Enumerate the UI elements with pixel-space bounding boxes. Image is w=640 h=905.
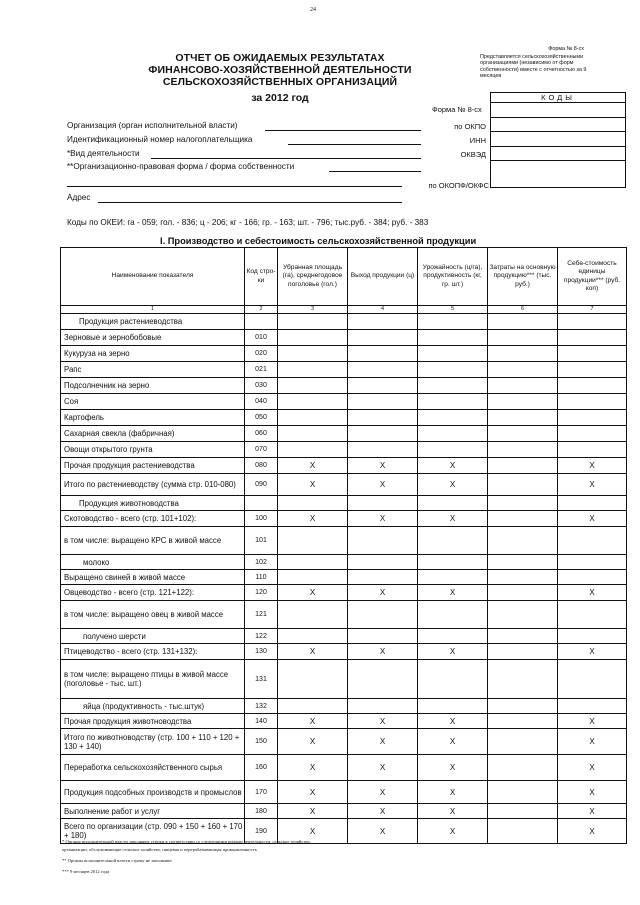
input-cell[interactable] xyxy=(278,527,348,555)
not-applicable-cell: X xyxy=(348,729,418,755)
input-cell[interactable] xyxy=(488,362,558,378)
row-code: 190 xyxy=(245,819,278,844)
okei-codes: Коды по ОКЕИ: га - 059; гол. - 836; ц - 206; кг - 166; гр. - 163; шт. - 796; тыс.руб. - 384; руб. - 383 xyxy=(67,218,429,227)
code-cell-inn[interactable] xyxy=(491,132,625,147)
table-row xyxy=(61,410,627,426)
row-code: 132 xyxy=(245,699,278,714)
not-applicable-cell: X xyxy=(418,585,488,601)
input-cell[interactable] xyxy=(558,555,627,570)
row-name: Прочая продукция растениеводства xyxy=(61,458,245,474)
report-year: за 2012 год xyxy=(251,92,309,104)
row-code: 130 xyxy=(245,644,278,660)
row-code: 040 xyxy=(245,394,278,410)
table-row xyxy=(61,496,627,511)
ownership-label: **Организационно-правовая форма / форма собственности xyxy=(67,162,295,171)
input-cell[interactable] xyxy=(558,314,627,330)
org-label: Организация (орган исполнительной власти) xyxy=(67,121,238,130)
table-row xyxy=(61,555,627,570)
not-applicable-cell: X xyxy=(348,644,418,660)
not-applicable-cell: X xyxy=(558,781,627,804)
not-applicable-cell: X xyxy=(278,804,348,819)
input-cell[interactable] xyxy=(348,410,418,426)
input-cell[interactable] xyxy=(278,330,348,346)
table-row xyxy=(61,378,627,394)
table-row xyxy=(61,330,627,346)
row-name: Овощи открытого грунта xyxy=(61,442,245,458)
col-number: 5 xyxy=(418,306,488,314)
table-row xyxy=(61,699,627,714)
input-cell[interactable] xyxy=(278,570,348,585)
row-code: 102 xyxy=(245,555,278,570)
input-cell[interactable] xyxy=(488,804,558,819)
inn-input-line[interactable] xyxy=(288,144,421,145)
input-cell[interactable] xyxy=(488,781,558,804)
input-cell[interactable] xyxy=(558,660,627,699)
table-row xyxy=(61,511,627,527)
input-cell[interactable] xyxy=(488,755,558,781)
col-number: 6 xyxy=(488,306,558,314)
table-row xyxy=(61,755,627,781)
not-applicable-cell: X xyxy=(348,755,418,781)
not-applicable-cell: X xyxy=(278,714,348,729)
input-cell[interactable] xyxy=(348,330,418,346)
col-header-name: Наименование показателя xyxy=(61,248,245,306)
table-row xyxy=(61,644,627,660)
row-name: Рапс xyxy=(61,362,245,378)
row-name: в том числе: выращено овец в живой массе xyxy=(61,601,245,629)
not-applicable-cell: X xyxy=(278,585,348,601)
table-row xyxy=(61,442,627,458)
codes-header: КОДЫ xyxy=(491,93,625,103)
input-cell[interactable] xyxy=(488,330,558,346)
codes-box xyxy=(490,92,626,188)
row-code: 060 xyxy=(245,426,278,442)
row-name: Подсолнечник на зерно xyxy=(61,378,245,394)
col-number: 3 xyxy=(278,306,348,314)
not-applicable-cell: X xyxy=(418,804,488,819)
input-cell[interactable] xyxy=(348,601,418,629)
row-code: 070 xyxy=(245,442,278,458)
input-cell[interactable] xyxy=(488,458,558,474)
input-cell[interactable] xyxy=(418,527,488,555)
row-code xyxy=(245,314,278,330)
not-applicable-cell: X xyxy=(418,458,488,474)
not-applicable-cell: X xyxy=(278,474,348,496)
form-desc-line: организациями (независимо от форм xyxy=(480,60,574,67)
row-code: 020 xyxy=(245,346,278,362)
row-code: 160 xyxy=(245,755,278,781)
inn-label: Идентификационный номер налогоплательщика xyxy=(67,135,253,144)
table-row xyxy=(61,660,627,699)
input-cell[interactable] xyxy=(348,660,418,699)
input-cell[interactable] xyxy=(418,442,488,458)
row-name: Птицеводство - всего (стр. 131+132): xyxy=(61,644,245,660)
input-cell[interactable] xyxy=(488,442,558,458)
col-header-area: Убранная площадь (га), среднегодовое поголовье (гол.) xyxy=(278,248,348,306)
row-name: Выполнение работ и услуг xyxy=(61,804,245,819)
input-cell[interactable] xyxy=(558,699,627,714)
row-code: 100 xyxy=(245,511,278,527)
not-applicable-cell: X xyxy=(418,474,488,496)
not-applicable-cell: X xyxy=(348,458,418,474)
input-cell[interactable] xyxy=(348,362,418,378)
input-cell[interactable] xyxy=(558,378,627,394)
row-code: 131 xyxy=(245,660,278,699)
input-cell[interactable] xyxy=(418,660,488,699)
row-name: яйца (продуктивность - тыс.штук) xyxy=(61,699,245,714)
input-cell[interactable] xyxy=(278,660,348,699)
row-name: Прочая продукция животноводства xyxy=(61,714,245,729)
row-name: Продукция животноводства xyxy=(61,496,245,511)
row-code: 010 xyxy=(245,330,278,346)
input-cell[interactable] xyxy=(488,527,558,555)
row-code: 140 xyxy=(245,714,278,729)
input-cell[interactable] xyxy=(418,330,488,346)
not-applicable-cell: X xyxy=(278,644,348,660)
input-cell[interactable] xyxy=(488,314,558,330)
report-title xyxy=(140,52,420,88)
table-row xyxy=(61,629,627,644)
table-row xyxy=(61,585,627,601)
row-name: Переработка сельскохозяйственного сырья xyxy=(61,755,245,781)
not-applicable-cell: X xyxy=(558,585,627,601)
not-applicable-cell: X xyxy=(278,819,348,844)
input-cell[interactable] xyxy=(418,496,488,511)
form-desc-line: собственности) вместе с отчетностью за 9 xyxy=(480,66,587,73)
input-cell[interactable] xyxy=(278,362,348,378)
row-code: 180 xyxy=(245,804,278,819)
input-cell[interactable] xyxy=(278,410,348,426)
table-row xyxy=(61,601,627,629)
activity-input-line[interactable] xyxy=(151,158,421,159)
input-cell[interactable] xyxy=(488,699,558,714)
input-cell[interactable] xyxy=(278,601,348,629)
row-code: 090 xyxy=(245,474,278,496)
code-cell-okved[interactable] xyxy=(491,147,625,162)
not-applicable-cell: X xyxy=(278,755,348,781)
table-row xyxy=(61,714,627,729)
table-row xyxy=(61,362,627,378)
input-cell[interactable] xyxy=(348,629,418,644)
col-header-yield: Урожайность (ц/га), продуктивность (кг, гр. шт.) xyxy=(418,248,488,306)
footnote: ** Органы исполнительной власти строку не заполняют xyxy=(62,858,172,863)
input-cell[interactable] xyxy=(488,585,558,601)
okpo-label: по ОКПО xyxy=(454,122,486,131)
input-cell[interactable] xyxy=(558,394,627,410)
input-cell[interactable] xyxy=(558,346,627,362)
table-row xyxy=(61,426,627,442)
col-number: 4 xyxy=(348,306,418,314)
not-applicable-cell: X xyxy=(278,458,348,474)
row-code: 021 xyxy=(245,362,278,378)
table-row xyxy=(61,570,627,585)
input-cell[interactable] xyxy=(418,346,488,362)
ownership-input-line[interactable] xyxy=(329,171,421,172)
input-cell[interactable] xyxy=(278,426,348,442)
input-cell[interactable] xyxy=(278,378,348,394)
row-code: 110 xyxy=(245,570,278,585)
not-applicable-cell: X xyxy=(278,729,348,755)
input-cell[interactable] xyxy=(278,555,348,570)
input-cell[interactable] xyxy=(488,729,558,755)
row-name: Кукуруза на зерно xyxy=(61,346,245,362)
title-line: СЕЛЬСКОХОЗЯЙСТВЕННЫХ ОРГАНИЗАЦИЙ xyxy=(162,76,398,88)
form-desc-line: Представляется сельскохозяйственными xyxy=(480,53,584,60)
input-cell[interactable] xyxy=(348,555,418,570)
input-cell[interactable] xyxy=(418,394,488,410)
not-applicable-cell: X xyxy=(418,755,488,781)
code-cell-okpo[interactable] xyxy=(491,118,625,133)
not-applicable-cell: X xyxy=(278,781,348,804)
input-cell[interactable] xyxy=(418,570,488,585)
not-applicable-cell: X xyxy=(418,714,488,729)
input-cell[interactable] xyxy=(348,496,418,511)
not-applicable-cell: X xyxy=(418,819,488,844)
ownership-input-line-2[interactable] xyxy=(67,186,402,187)
row-name: молоко xyxy=(61,555,245,570)
row-name: Итого по животноводству (стр. 100 + 110 + 120 + 130 + 140) xyxy=(61,729,245,755)
table-row xyxy=(61,458,627,474)
activity-label: *Вид деятельности xyxy=(67,149,140,158)
input-cell[interactable] xyxy=(558,362,627,378)
form-desc-line: месяцев xyxy=(480,73,502,80)
input-cell[interactable] xyxy=(488,426,558,442)
input-cell[interactable] xyxy=(488,601,558,629)
input-cell[interactable] xyxy=(488,378,558,394)
input-cell[interactable] xyxy=(558,426,627,442)
input-cell[interactable] xyxy=(488,819,558,844)
code-cell-okopf[interactable] xyxy=(491,161,625,187)
inn-code-label: ИНН xyxy=(469,136,486,145)
table-row xyxy=(61,394,627,410)
table-body xyxy=(61,314,627,844)
not-applicable-cell: X xyxy=(418,511,488,527)
input-cell[interactable] xyxy=(418,362,488,378)
input-cell[interactable] xyxy=(488,410,558,426)
form-label: Форма № 8-сх xyxy=(432,105,482,114)
table-row xyxy=(61,781,627,804)
row-name: в том числе: выращено птицы в живой массе (поголовье - тыс. шт.) xyxy=(61,660,245,699)
row-name: Картофель xyxy=(61,410,245,426)
row-name: Соя xyxy=(61,394,245,410)
input-cell[interactable] xyxy=(348,442,418,458)
not-applicable-cell: X xyxy=(348,819,418,844)
not-applicable-cell: X xyxy=(348,714,418,729)
not-applicable-cell: X xyxy=(558,474,627,496)
row-code: 050 xyxy=(245,410,278,426)
not-applicable-cell: X xyxy=(418,781,488,804)
row-name: Выращено свиней в живой массе xyxy=(61,570,245,585)
input-cell[interactable] xyxy=(278,346,348,362)
input-cell[interactable] xyxy=(348,699,418,714)
input-cell[interactable] xyxy=(488,496,558,511)
col-number: 7 xyxy=(558,306,627,314)
input-cell[interactable] xyxy=(488,714,558,729)
input-cell[interactable] xyxy=(278,394,348,410)
not-applicable-cell: X xyxy=(558,714,627,729)
section-title: I. Производство и себестоимость сельскохозяйственной продукции xyxy=(160,236,477,246)
row-code: 122 xyxy=(245,629,278,644)
not-applicable-cell: X xyxy=(348,511,418,527)
title-line: ФИНАНСОВО-ХОЗЯЙСТВЕННОЙ ДЕЯТЕЛЬНОСТИ xyxy=(148,64,412,76)
row-code: 150 xyxy=(245,729,278,755)
input-cell[interactable] xyxy=(348,426,418,442)
okved-label: ОКВЭД xyxy=(460,150,486,159)
input-cell[interactable] xyxy=(418,699,488,714)
col-number: 1 xyxy=(61,306,245,314)
row-name: Продукция растениеводства xyxy=(61,314,245,330)
not-applicable-cell: X xyxy=(558,755,627,781)
input-cell[interactable] xyxy=(348,314,418,330)
input-cell[interactable] xyxy=(558,629,627,644)
input-cell[interactable] xyxy=(348,527,418,555)
code-cell-form[interactable] xyxy=(491,103,625,118)
not-applicable-cell: X xyxy=(348,474,418,496)
not-applicable-cell: X xyxy=(558,729,627,755)
input-cell[interactable] xyxy=(418,629,488,644)
not-applicable-cell: X xyxy=(418,729,488,755)
table-row xyxy=(61,474,627,496)
form-name-small: Форма № 8-сх xyxy=(548,46,584,52)
row-code xyxy=(245,496,278,511)
footnote: организации, обслуживающие сельское хозяйство, пищевая и перерабатывающая промышленность xyxy=(62,847,257,852)
input-cell[interactable] xyxy=(418,426,488,442)
row-code: 170 xyxy=(245,781,278,804)
okopf-label: по ОКОПФ/ОКФС xyxy=(428,181,489,190)
input-cell[interactable] xyxy=(348,570,418,585)
row-code: 121 xyxy=(245,601,278,629)
table-row xyxy=(61,527,627,555)
input-cell[interactable] xyxy=(278,699,348,714)
input-cell[interactable] xyxy=(558,527,627,555)
row-name: Продукция подсобных производств и промыслов xyxy=(61,781,245,804)
input-cell[interactable] xyxy=(488,570,558,585)
not-applicable-cell: X xyxy=(418,644,488,660)
input-cell[interactable] xyxy=(558,442,627,458)
input-cell[interactable] xyxy=(558,570,627,585)
input-cell[interactable] xyxy=(278,629,348,644)
input-cell[interactable] xyxy=(488,474,558,496)
col-header-output: Выход продукции (ц) xyxy=(348,248,418,306)
not-applicable-cell: X xyxy=(558,804,627,819)
not-applicable-cell: X xyxy=(348,781,418,804)
title-line: ОТЧЕТ ОБ ОЖИДАЕМЫХ РЕЗУЛЬТАТАХ xyxy=(175,52,385,64)
not-applicable-cell: X xyxy=(558,458,627,474)
row-code: 101 xyxy=(245,527,278,555)
input-cell[interactable] xyxy=(278,496,348,511)
input-cell[interactable] xyxy=(488,644,558,660)
input-cell[interactable] xyxy=(418,555,488,570)
table-row xyxy=(61,804,627,819)
production-table xyxy=(60,247,627,844)
row-code: 030 xyxy=(245,378,278,394)
input-cell[interactable] xyxy=(418,378,488,394)
row-name: получено шерсти xyxy=(61,629,245,644)
input-cell[interactable] xyxy=(558,330,627,346)
row-name: Овцеводство - всего (стр. 121+122): xyxy=(61,585,245,601)
not-applicable-cell: X xyxy=(278,511,348,527)
row-name: Итого по растениеводству (сумма стр. 010-080) xyxy=(61,474,245,496)
row-name: Всего по организации (стр. 090 + 150 + 160 + 170 + 180) xyxy=(61,819,245,844)
input-cell[interactable] xyxy=(488,511,558,527)
row-name: в том числе: выращено КРС в живой массе xyxy=(61,527,245,555)
input-cell[interactable] xyxy=(278,442,348,458)
page-number: 24 xyxy=(310,7,316,13)
footnote: * Органы исполнительной власти заполняют строки в соответствии со следующими видами деятельности: сельское хозяйство, xyxy=(62,839,311,844)
table-row xyxy=(61,346,627,362)
input-cell[interactable] xyxy=(418,410,488,426)
not-applicable-cell: X xyxy=(558,511,627,527)
input-cell[interactable] xyxy=(488,629,558,644)
input-cell[interactable] xyxy=(558,410,627,426)
input-cell[interactable] xyxy=(558,496,627,511)
input-cell[interactable] xyxy=(278,314,348,330)
row-name: Зерновые и зернобобовые xyxy=(61,330,245,346)
not-applicable-cell: X xyxy=(348,804,418,819)
input-cell[interactable] xyxy=(348,378,418,394)
table-row xyxy=(61,314,627,330)
input-cell[interactable] xyxy=(558,601,627,629)
col-number: 2 xyxy=(245,306,278,314)
input-cell[interactable] xyxy=(488,660,558,699)
input-cell[interactable] xyxy=(488,555,558,570)
col-header-code: Код стро-ки xyxy=(245,248,278,306)
input-cell[interactable] xyxy=(418,601,488,629)
org-input-line[interactable] xyxy=(265,130,421,131)
not-applicable-cell: X xyxy=(558,819,627,844)
col-header-costs: Затраты на основную продукцию*** (тыс. руб.) xyxy=(488,248,558,306)
not-applicable-cell: X xyxy=(348,585,418,601)
footnote: *** 9 месяцев 2012 года xyxy=(62,869,110,874)
not-applicable-cell: X xyxy=(558,644,627,660)
col-header-unit-cost: Себе-стоимость единицы продукции*** (руб. коп) xyxy=(558,248,627,306)
input-cell[interactable] xyxy=(348,394,418,410)
row-name: Сахарная свекла (фабричная) xyxy=(61,426,245,442)
input-cell[interactable] xyxy=(488,346,558,362)
address-label: Адрес xyxy=(67,193,91,202)
form-header-note xyxy=(480,46,630,80)
input-cell[interactable] xyxy=(488,394,558,410)
table-row xyxy=(61,729,627,755)
address-input-line[interactable] xyxy=(98,202,402,203)
input-cell[interactable] xyxy=(418,314,488,330)
row-code: 080 xyxy=(245,458,278,474)
row-name: Скотоводство - всего (стр. 101+102): xyxy=(61,511,245,527)
input-cell[interactable] xyxy=(348,346,418,362)
row-code: 120 xyxy=(245,585,278,601)
